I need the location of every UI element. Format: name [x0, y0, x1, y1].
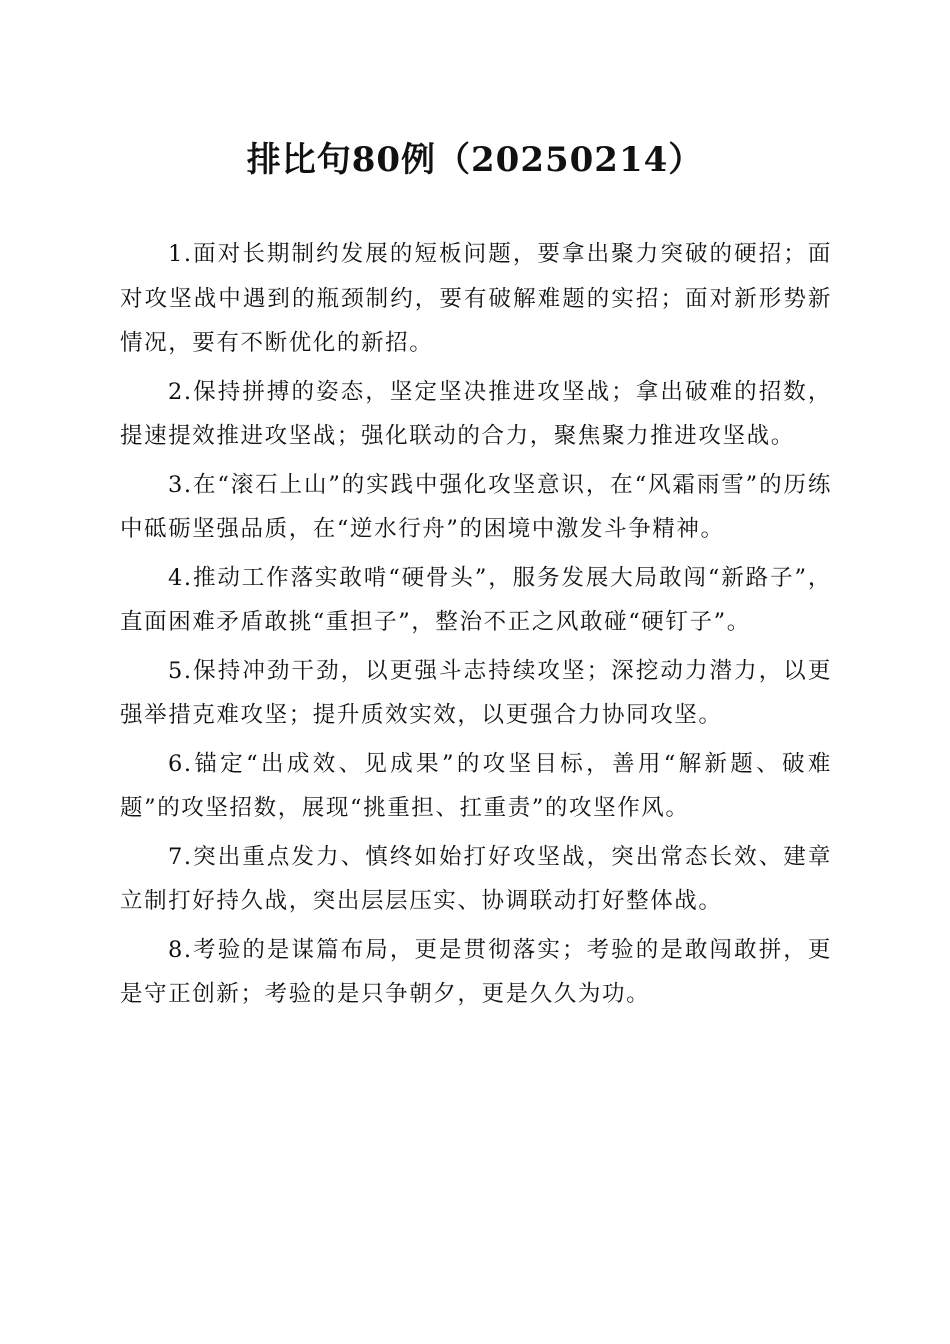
paragraph-5: 5.保持冲劲干劲，以更强斗志持续攻坚；深挖动力潜力，以更强举措克难攻坚；提升质效实效，以更强合力协同攻坚。 — [120, 657, 832, 728]
page-title: 排比句80例（20250214） — [246, 140, 704, 180]
document-body — [120, 232, 832, 1021]
paragraph-1: 1.面对长期制约发展的短板问题，要拿出聚力突破的硬招；面对攻坚战中遇到的瓶颈制约，要有破解难题的实招；面对新形势新情况，要有不断优化的新招。 — [120, 241, 832, 356]
paragraph-8: 8.考验的是谋篇布局，更是贯彻落实；考验的是敢闯敢拼，更是守正创新；考验的是只争朝夕，更是久久为功。 — [120, 936, 832, 1007]
paragraph-6: 6.锚定“出成效、见成果”的攻坚目标，善用“解新题、破难题”的攻坚招数，展现“挑重担、扛重责”的攻坚作风。 — [120, 750, 832, 821]
paragraph-3: 3.在“滚石上山”的实践中强化攻坚意识，在“风霜雨雪”的历练中砥砺坚强品质，在“逆水行舟”的困境中激发斗争精神。 — [120, 471, 832, 542]
paragraph-4: 4.推动工作落实敢啃“硬骨头”，服务发展大局敢闯“新路子”，直面困难矛盾敢挑“重担子”，整治不正之风敢碰“硬钉子”。 — [120, 564, 832, 635]
paragraph-7: 7.突出重点发力、慎终如始打好攻坚战，突出常态长效、建章立制打好持久战，突出层层压实、协调联动打好整体战。 — [120, 843, 832, 914]
paragraph-2: 2.保持拼搏的姿态，坚定坚决推进攻坚战；拿出破难的招数，提速提效推进攻坚战；强化联动的合力，聚焦聚力推进攻坚战。 — [120, 378, 832, 449]
